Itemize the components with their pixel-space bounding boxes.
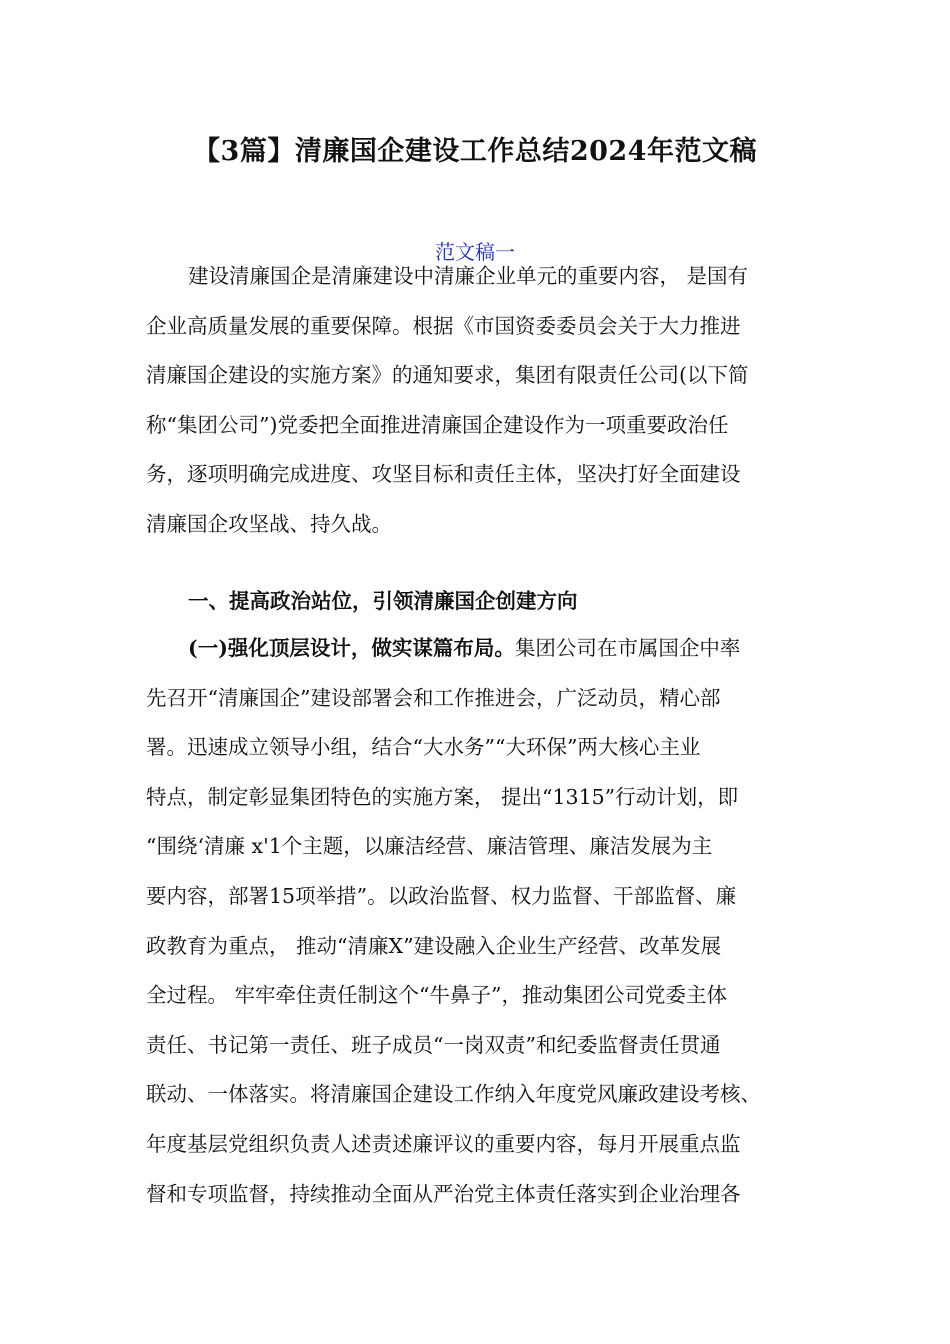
text-line: 称“集团公司”)党委把全面推进清廉国企建设作为一项重要政治任: [146, 412, 729, 437]
text-line: 联动、一体落实。将清廉国企建设工作纳入年度党风廉政建设考核、: [146, 1082, 761, 1107]
text-line: 建设清廉国企是清廉建设中清廉企业单元的重要内容， 是国有: [188, 264, 749, 288]
text-line: “围绕‘清廉 x'1个主题，以廉洁经营、廉洁管理、廉洁发展为主: [146, 834, 713, 859]
document-title: 【3篇】清廉国企建设工作总结2024年范文稿: [193, 136, 757, 167]
text-line: [146, 624, 826, 674]
text-line: 清廉国企建设的实施方案》的通知要求，集团有限责任公司(以下简: [146, 363, 749, 388]
paragraph-top-level-design: [146, 624, 826, 1219]
section-heading: 一、提高政治站位，引领清廉国企创建方向: [188, 589, 578, 613]
text-line: 督和专项监督，持续推动全面从严治党主体责任落实到企业治理各: [146, 1181, 741, 1206]
text-fragment: 集团公司在市属国企中率: [514, 636, 741, 660]
section-title: 范文稿一: [435, 240, 515, 264]
text-line: 责任、书记第一责任、班子成员“一岗双责”和纪委监督责任贯通: [146, 1032, 721, 1057]
text-line: 政教育为重点， 推动“清廉X”建设融入企业生产经营、改革发展: [146, 933, 722, 958]
paragraph-intro: [146, 252, 826, 550]
text-line: 先召开“清廉国企”建设部署会和工作推进会，广泛动员，精心部: [146, 685, 721, 710]
text-line: 全过程。 牢牢牵住责任制这个“牛鼻子”，推动集团公司党委主体: [146, 983, 727, 1008]
text-line: 要内容，部署15项举措”。以政治监督、权力监督、干部监督、廉: [146, 883, 737, 908]
text-line: 清廉国企攻坚战、持久战。: [146, 511, 392, 536]
text-line: 企业高质量发展的重要保障。根据《市国资委委员会关于大力推进: [146, 313, 741, 338]
text-line: 年度基层党组织负责人述责述廉评议的重要内容，每月开展重点监: [146, 1131, 741, 1156]
text-line: 特点，制定彰显集团特色的实施方案， 提出“1315”行动计划，即: [146, 784, 739, 809]
text-line: 署。迅速成立领导小组，结合“大水务”“大环保”两大核心主业: [146, 735, 701, 760]
paragraph-lead-heading: (一)强化顶层设计，做实谋篇布局。: [188, 636, 515, 660]
text-line: 务，逐项明确完成进度、攻坚目标和责任主体，坚决打好全面建设: [146, 462, 741, 487]
